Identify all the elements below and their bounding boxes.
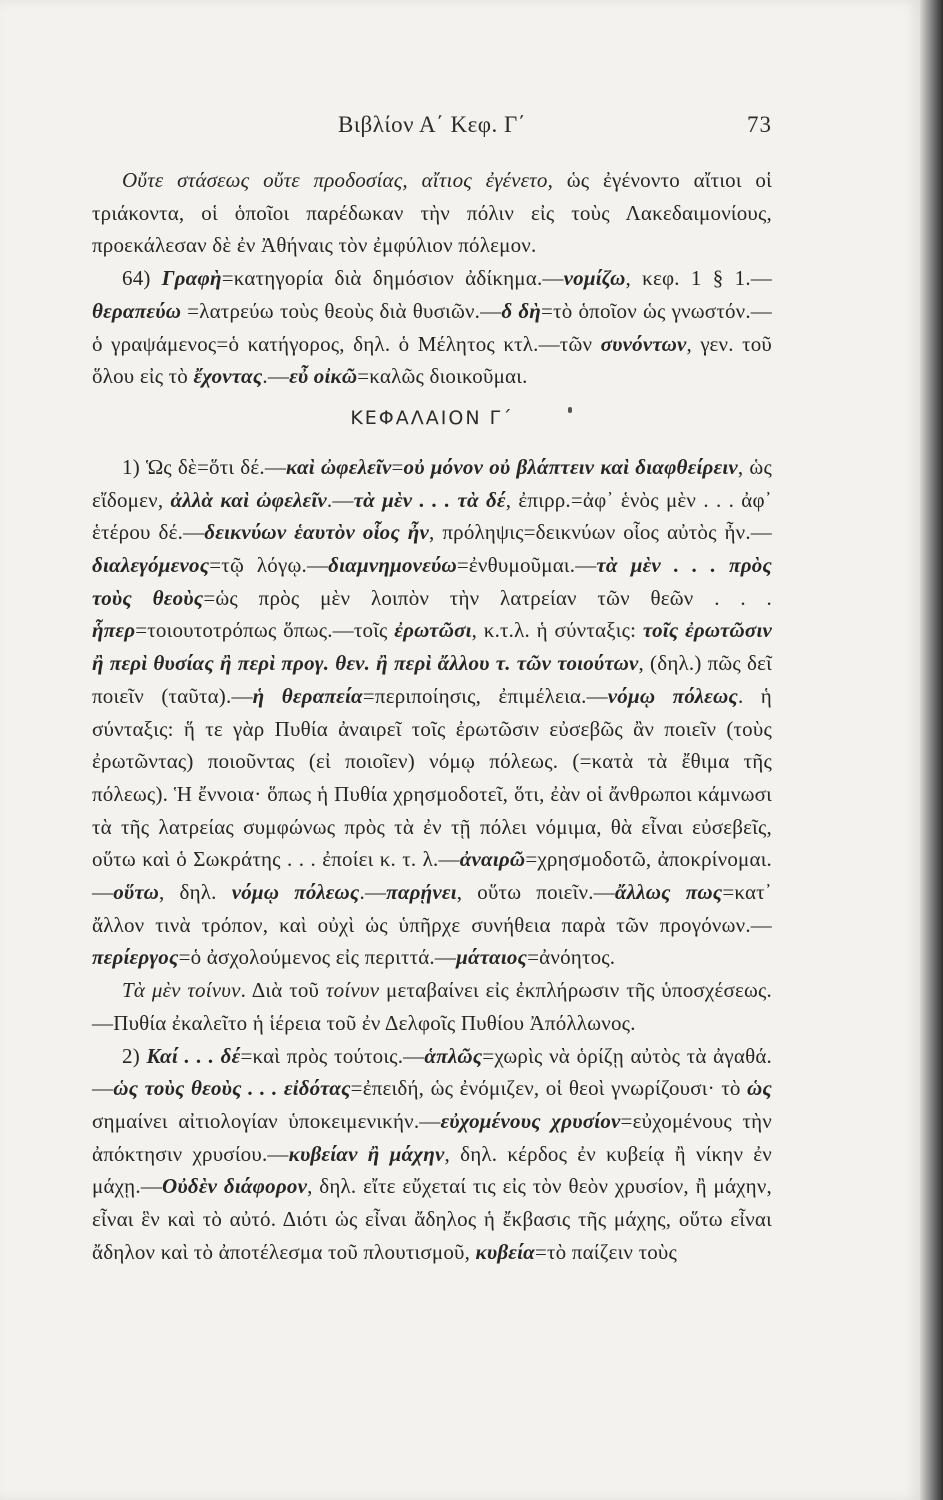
page-edge-shadow xyxy=(920,0,943,1500)
ink-mark xyxy=(568,407,572,413)
paragraph: Τὰ μὲν τοίνυν. Διὰ τοῦ τοίνυν μεταβαίνει εἰς ἐκπλήρωσιν τῆς ὑποσχέσεως.—Πυθία ἐκαλεῖτο ἡ ἱέρεια τοῦ ἐν Δελφοῖς Πυθίου Ἀπόλλωνος. xyxy=(92,978,772,1035)
page-number: 73 xyxy=(747,112,772,137)
paragraph: Οὔτε στάσεως οὔτε προδοσίας, αἴτιος ἐγένετο, ὡς ἐγένοντο αἴτιοι οἱ τριάκοντα, οἱ ὁποῖοι παρέδωκαν τὴν πόλιν εἰς τοὺς Λακεδαιμονίους, προεκάλεσαν δὲ ἐν Ἀθήναις τὸν ἐμφύλιον πόλεμον. xyxy=(92,168,772,258)
running-header xyxy=(92,112,772,148)
paragraph: 64) Γραφὴ=κατηγορία διὰ δημόσιον ἀδίκημα.—νομίζω, κεφ. 1 § 1.—θεραπεύω =λατρεύω τοὺς θεοὺς διὰ θυσιῶν.—δ δὴ=τὸ ὁποῖον ὡς γνωστόν.—ὁ γραψάμενος=ὁ κατήγορος, δηλ. ὁ Μέλητος κτλ.—τῶν συνόντων, γεν. τοῦ ὅλου εἰς τὸ ἔχοντας.—εὖ οἰκῶ=καλῶς διοικοῦμαι. xyxy=(92,266,773,389)
paragraph: 1) Ὡς δὲ=ὅτι δέ.—καὶ ὠφελεῖν=οὐ μόνον οὐ βλάπτειν καὶ διαφθείρειν, ὡς εἴδομεν, ἀλλὰ καὶ ὠφελεῖν.—τὰ μὲν . . . τὰ δέ, ἐπιρρ.=ἀφ᾽ ἑνὸς μὲν . . . ἀφ᾽ ἑτέρου δέ.—δεικνύων ἑαυτὸν οἷος ἦν, πρόληψις=δεικνύων οἷος αὐτὸς ἦν.—διαλεγόμενος=τῷ λόγῳ.—διαμνημονεύω=ἐνθυμοῦμαι.—τὰ μὲν . . . πρὸς τοὺς θεοὺς=ὡς πρὸς μὲν λοιπὸν τὴν λατρείαν τῶν θεῶν . . . ἧπερ=τοιουτοτρόπως ὅπως.—τοῖς ἐρωτῶσι, κ.τ.λ. ἡ σύνταξις: τοῖς ἐρωτῶσιν ἢ περὶ θυσίας ἢ περὶ προγ. θεν. ἢ περὶ ἄλλου τ. τῶν τοιούτων, (δηλ.) πῶς δεῖ ποιεῖν (ταῦτα).—ἡ θεραπεία=περιποίησις, ἐπιμέλεια.—νόμῳ πόλεως. ἡ σύνταξις: ἥ τε γὰρ Πυθία ἀναιρεῖ τοῖς ἐρωτῶσιν εὐσεβῶς ἂν ποιεῖν (τοὺς ἐρωτῶντας) ποιοῦντας (εἰ ποιοῖεν) νόμῳ πόλεως. (=κατὰ τὰ ἔθιμα τῆς πόλεως). Ἡ ἔννοια· ὅπως ἡ Πυθία χρησμοδοτεῖ, ὅτι, ἐὰν οἱ ἄνθρωποι κάμνωσι τὰ τῆς λατρείας συμφώνως πρὸς τὰ ἐν τῇ πόλει νόμιμα, θὰ εἶναι εὐσεβεῖς, οὕτω καὶ ὁ Σωκράτης . . . ἐποίει κ. τ. λ.—ἀναιρῶ=χρησμοδοτῶ, ἀποκρίνομαι.—οὕτω, δηλ. νόμῳ πόλεως.—παρῄνει, οὕτω ποιεῖν.—ἄλλως πως=κατ᾽ ἄλλον τινὰ τρόπον, καὶ οὐχὶ ὡς ὑπῆρχε συνήθεια παρὰ τῶν προγόνων.—περίεργος=ὁ ἀσχολούμενος εἰς περιττά.—μάταιος=ἀνόητος. xyxy=(92,454,773,970)
chapter-heading: ΚΕΦΑΛΑΙΟΝ Γ΄ xyxy=(350,406,514,429)
paragraph: 2) Καί . . . δέ=καὶ πρὸς τούτοις.—ἁπλῶς=χωρὶς νὰ ὁρίζῃ αὐτὸς τὰ ἀγαθά.—ὡς τοὺς θεοὺς . . . εἰδότας=ἐπειδή, ὡς ἐνόμιζεν, οἱ θεοὶ γνωρίζουσι· τὸ ὡς σημαίνει αἰτιολογίαν ὑποκειμενικήν.—εὐχομένους χρυσίον=εὐχομένους τὴν ἀπόκτησιν χρυσίου.—κυβείαν ἢ μάχην, δηλ. κέρδος ἐν κυβείᾳ ἢ νίκην ἐν μάχῃ.—Οὐδὲν διάφορον, δηλ. εἴτε εὔχεταί τις εἰς τὸν θεὸν χρυσίον, ἢ μάχην, εἶναι ἓν καὶ τὸ αὐτό. Διότι ὡς εἶναι ἄδηλος ἡ ἔκβασις τῆς μάχης, οὕτω εἶναι ἄδηλον καὶ τὸ ἀποτέλεσμα τοῦ πλουτισμοῦ, κυβεία=τὸ παίζειν τοὺς xyxy=(92,1043,773,1264)
body-text xyxy=(92,164,772,1269)
running-title: Βιβλίον Α΄ Κεφ. Γ΄ xyxy=(338,112,526,137)
